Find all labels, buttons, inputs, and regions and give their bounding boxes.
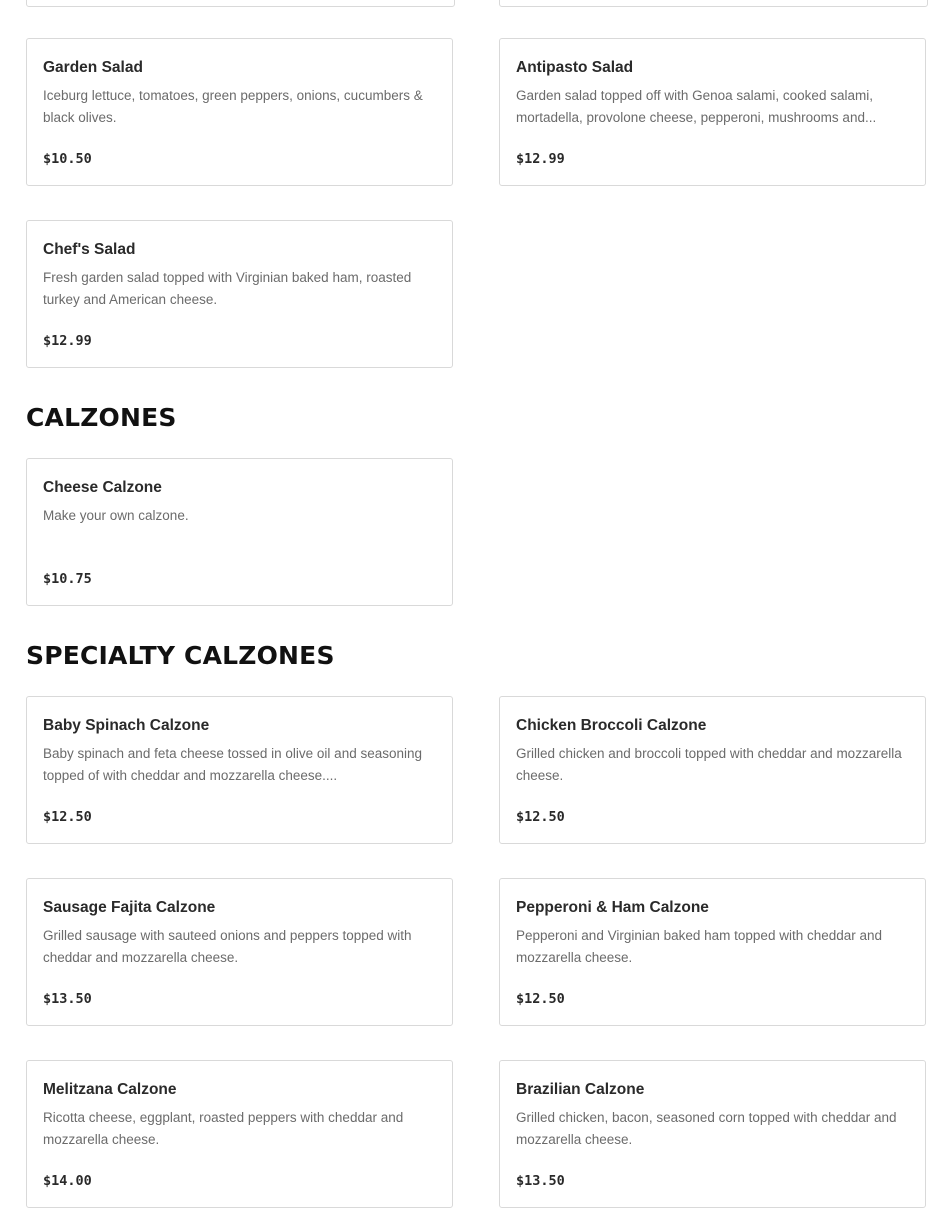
menu-item-price: $12.50 <box>516 991 565 1007</box>
menu-item-description: Grilled chicken and broccoli topped with cheddar and mozzarella cheese. <box>516 746 902 783</box>
menu-item-description: Grilled sausage with sauteed onions and peppers topped with cheddar and mozzarella cheese. <box>43 928 412 965</box>
menu-item-price: $12.99 <box>516 151 565 167</box>
section-heading: SPECIALTY CALZONES <box>26 641 335 670</box>
menu-item-description: Iceburg lettuce, tomatoes, green peppers, onions, cucumbers & black olives. <box>43 88 423 125</box>
menu-item-card-partial[interactable] <box>26 0 455 7</box>
menu-item-card[interactable] <box>499 1060 926 1208</box>
menu-item-description: Ricotta cheese, eggplant, roasted peppers with cheddar and mozzarella cheese. <box>43 1110 404 1147</box>
menu-item-price: $12.99 <box>43 333 92 349</box>
menu-item-name: Garden Salad <box>43 59 143 76</box>
menu-item-description: Garden salad topped off with Genoa salami, cooked salami, mortadella, provolone cheese, pepperoni, mushrooms and... <box>516 88 877 125</box>
menu-item-price: $12.50 <box>516 809 565 825</box>
menu-item-description: Baby spinach and feta cheese tossed in olive oil and seasoning topped of with cheddar and mozzarella cheese.... <box>43 746 423 783</box>
menu-item-card[interactable] <box>26 38 453 186</box>
menu-item-name: Brazilian Calzone <box>516 1081 645 1098</box>
menu-item-price: $10.75 <box>43 571 92 587</box>
menu-item-description: Make your own calzone. <box>43 508 189 523</box>
menu-item-price: $13.50 <box>43 991 92 1007</box>
menu-item-name: Melitzana Calzone <box>43 1081 177 1098</box>
menu-item-price: $12.50 <box>43 809 92 825</box>
menu-item-name: Cheese Calzone <box>43 479 162 496</box>
menu-item-name: Pepperoni & Ham Calzone <box>516 899 709 916</box>
menu-item-price: $10.50 <box>43 151 92 167</box>
menu-item-name: Sausage Fajita Calzone <box>43 899 216 916</box>
menu-item-name: Baby Spinach Calzone <box>43 717 210 734</box>
menu-item-card[interactable] <box>26 878 453 1026</box>
menu-item-card[interactable] <box>499 696 926 844</box>
menu-item-description: Pepperoni and Virginian baked ham topped with cheddar and mozzarella cheese. <box>516 928 883 965</box>
menu-item-card[interactable] <box>26 696 453 844</box>
menu-item-name: Chef's Salad <box>43 241 136 258</box>
menu-item-card[interactable] <box>499 878 926 1026</box>
menu-item-card[interactable] <box>26 1060 453 1208</box>
menu-item-card[interactable] <box>26 458 453 606</box>
menu-item-description: Fresh garden salad topped with Virginian baked ham, roasted turkey and American cheese. <box>43 270 412 307</box>
section-heading: CALZONES <box>26 403 177 432</box>
menu-item-name: Antipasto Salad <box>516 59 634 76</box>
menu-item-price: $14.00 <box>43 1173 92 1189</box>
menu-item-card[interactable] <box>26 220 453 368</box>
menu-item-name: Chicken Broccoli Calzone <box>516 717 707 734</box>
menu-item-card-partial[interactable] <box>499 0 928 7</box>
menu-item-price: $13.50 <box>516 1173 565 1189</box>
menu-item-description: Grilled chicken, bacon, seasoned corn topped with cheddar and mozzarella cheese. <box>516 1110 897 1147</box>
menu-item-card[interactable] <box>499 38 926 186</box>
